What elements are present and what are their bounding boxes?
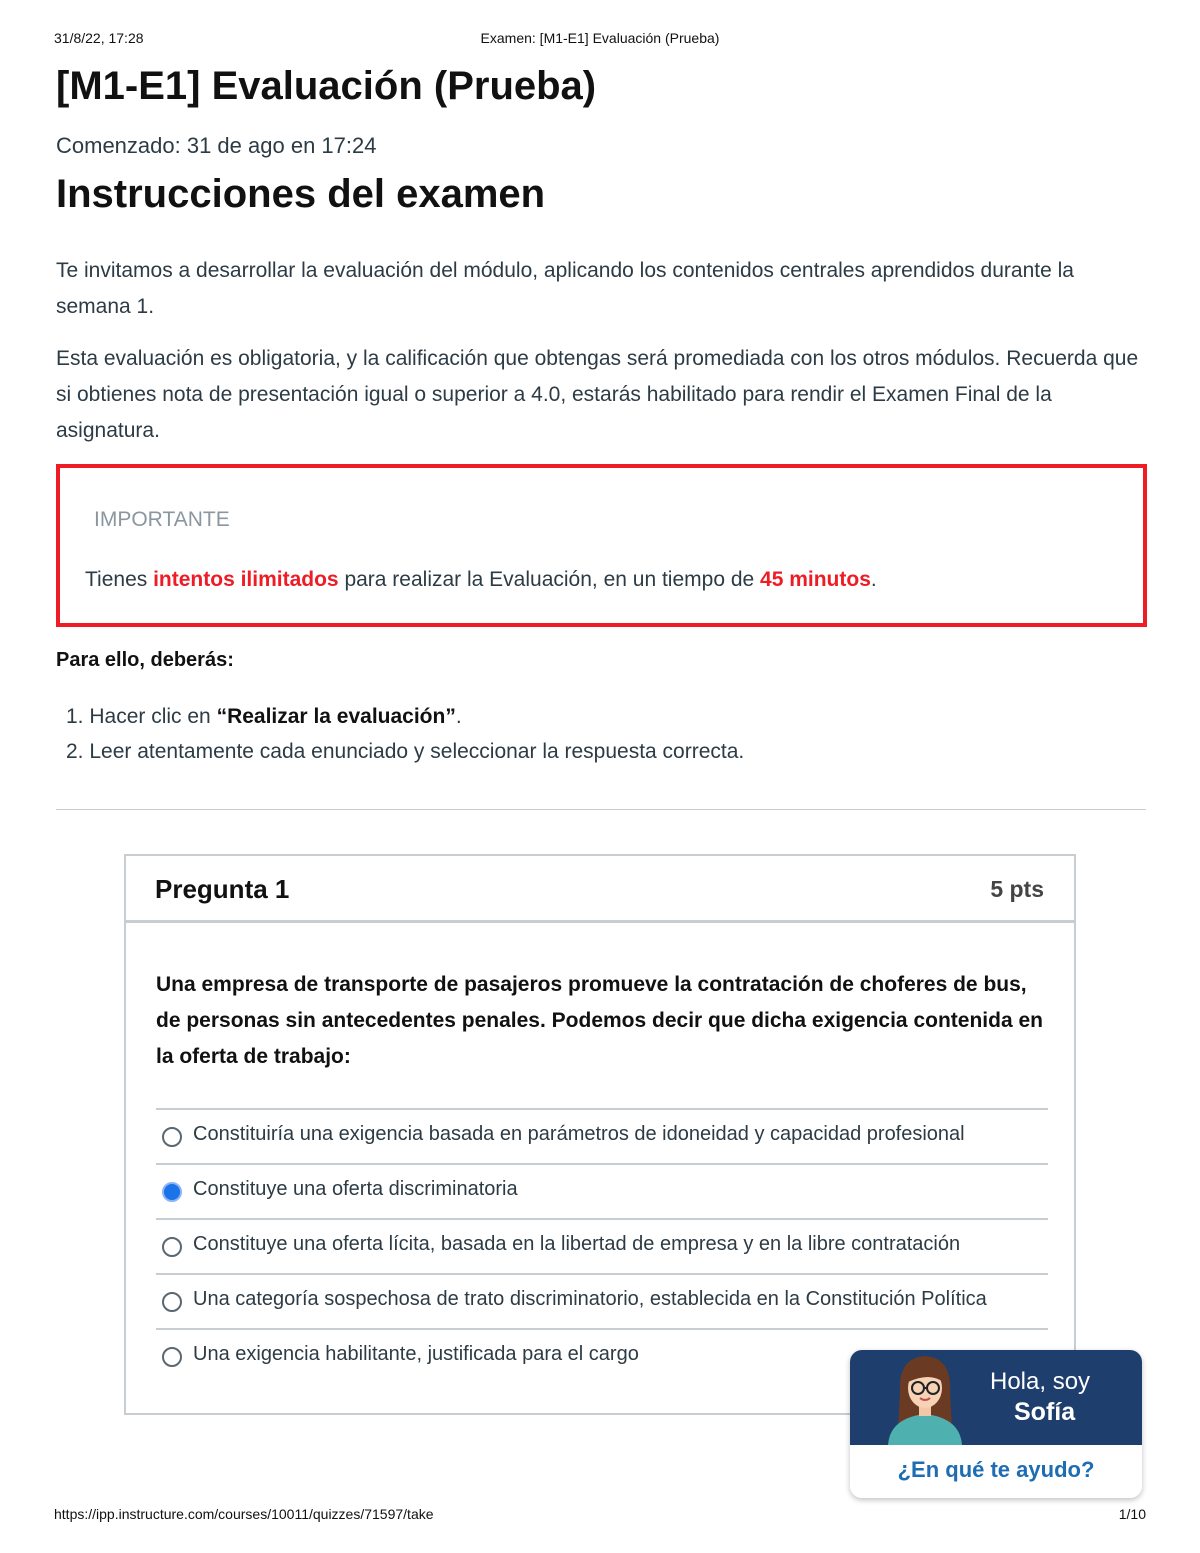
chat-header	[850, 1350, 1142, 1445]
chat-cta[interactable]: ¿En qué te ayudo?	[897, 1457, 1095, 1482]
assistant-avatar-icon	[880, 1350, 970, 1445]
important-notice	[56, 464, 1147, 627]
step-1-bold: “Realizar la evaluación”	[216, 705, 456, 728]
unlimited-attempts-highlight: intentos ilimitados	[153, 568, 339, 591]
important-label: IMPORTANTE	[94, 508, 230, 531]
question-name: Pregunta 1	[155, 874, 290, 904]
steps-list	[66, 699, 744, 769]
steps-heading: Para ello, deberás:	[56, 649, 234, 671]
instructions-paragraph-2: Esta evaluación es obligatoria, y la calificación que obtengas será promediada con los otros módulos. Recuerda que si obtienes nota de presentación igual o superior a 4.0, estarás habilitado para rendir el Examen Final de la asignatura.	[56, 347, 1139, 442]
answer-option-2[interactable]	[156, 1163, 1048, 1218]
print-date: 31/8/22, 17:28	[54, 30, 144, 46]
radio-button[interactable]	[162, 1127, 182, 1147]
question-points: 5 pts	[990, 876, 1044, 902]
answer-label[interactable]: Una exigencia habilitante, justificada para el cargo	[193, 1343, 639, 1365]
quiz-title: [M1-E1] Evaluación (Prueba)	[56, 64, 597, 108]
answer-option-3[interactable]	[156, 1218, 1048, 1273]
chat-greeting: Hola, soy	[990, 1368, 1091, 1395]
answer-label[interactable]: Constituye una oferta lícita, basada en la libertad de empresa y en la libre contratación	[193, 1233, 961, 1255]
question-text: Una empresa de transporte de pasajeros promueve la contratación de choferes de bus, de personas sin antecedentes penales. Podemos decir que dicha exigencia contenida en la oferta de trabajo:	[156, 973, 1043, 1068]
answer-list	[156, 1108, 1048, 1383]
time-limit-highlight: 45 minutos	[760, 568, 871, 591]
assistant-name: Sofía	[1014, 1398, 1076, 1426]
step-2: 2. Leer atentamente cada enunciado y seleccionar la respuesta correcta.	[66, 740, 745, 763]
important-text-before: Tienes	[85, 568, 154, 591]
divider	[56, 809, 1146, 810]
radio-button[interactable]	[162, 1347, 182, 1367]
instructions-paragraph-1: Te invitamos a desarrollar la evaluación del módulo, aplicando los contenidos centrales aprendidos durante la semana 1.	[56, 259, 1074, 318]
radio-button[interactable]	[162, 1237, 182, 1257]
answer-option-4[interactable]	[156, 1273, 1048, 1328]
answer-label[interactable]: Constituiría una exigencia basada en parámetros de idoneidad y capacidad profesional	[193, 1123, 965, 1145]
radio-button-selected[interactable]	[162, 1182, 182, 1202]
started-timestamp: Comenzado: 31 de ago en 17:24	[56, 133, 377, 158]
question-header	[126, 856, 1074, 923]
answer-label[interactable]: Constituye una oferta discriminatoria	[193, 1178, 518, 1200]
important-text-middle: para realizar la Evaluación, en un tiempo de	[338, 568, 761, 591]
step-1-prefix: 1. Hacer clic en	[66, 705, 217, 728]
radio-button[interactable]	[162, 1292, 182, 1312]
question-card	[124, 854, 1076, 1415]
print-page-title: Examen: [M1-E1] Evaluación (Prueba)	[480, 30, 720, 46]
step-1	[66, 699, 744, 734]
chat-assistant-widget[interactable]	[850, 1350, 1142, 1498]
instructions-heading: Instrucciones del examen	[56, 172, 546, 216]
answer-label[interactable]: Una categoría sospechosa de trato discriminatorio, establecida en la Constitución Política	[193, 1288, 987, 1310]
step-1-suffix: .	[455, 705, 462, 728]
answer-option-1[interactable]	[156, 1108, 1048, 1163]
print-url: https://ipp.instructure.com/courses/10011/quizzes/71597/take	[54, 1506, 434, 1522]
chat-cta-area[interactable]	[850, 1445, 1142, 1498]
important-text-after: .	[870, 568, 877, 591]
print-page-number: 1/10	[1118, 1506, 1146, 1522]
important-text	[85, 568, 877, 592]
